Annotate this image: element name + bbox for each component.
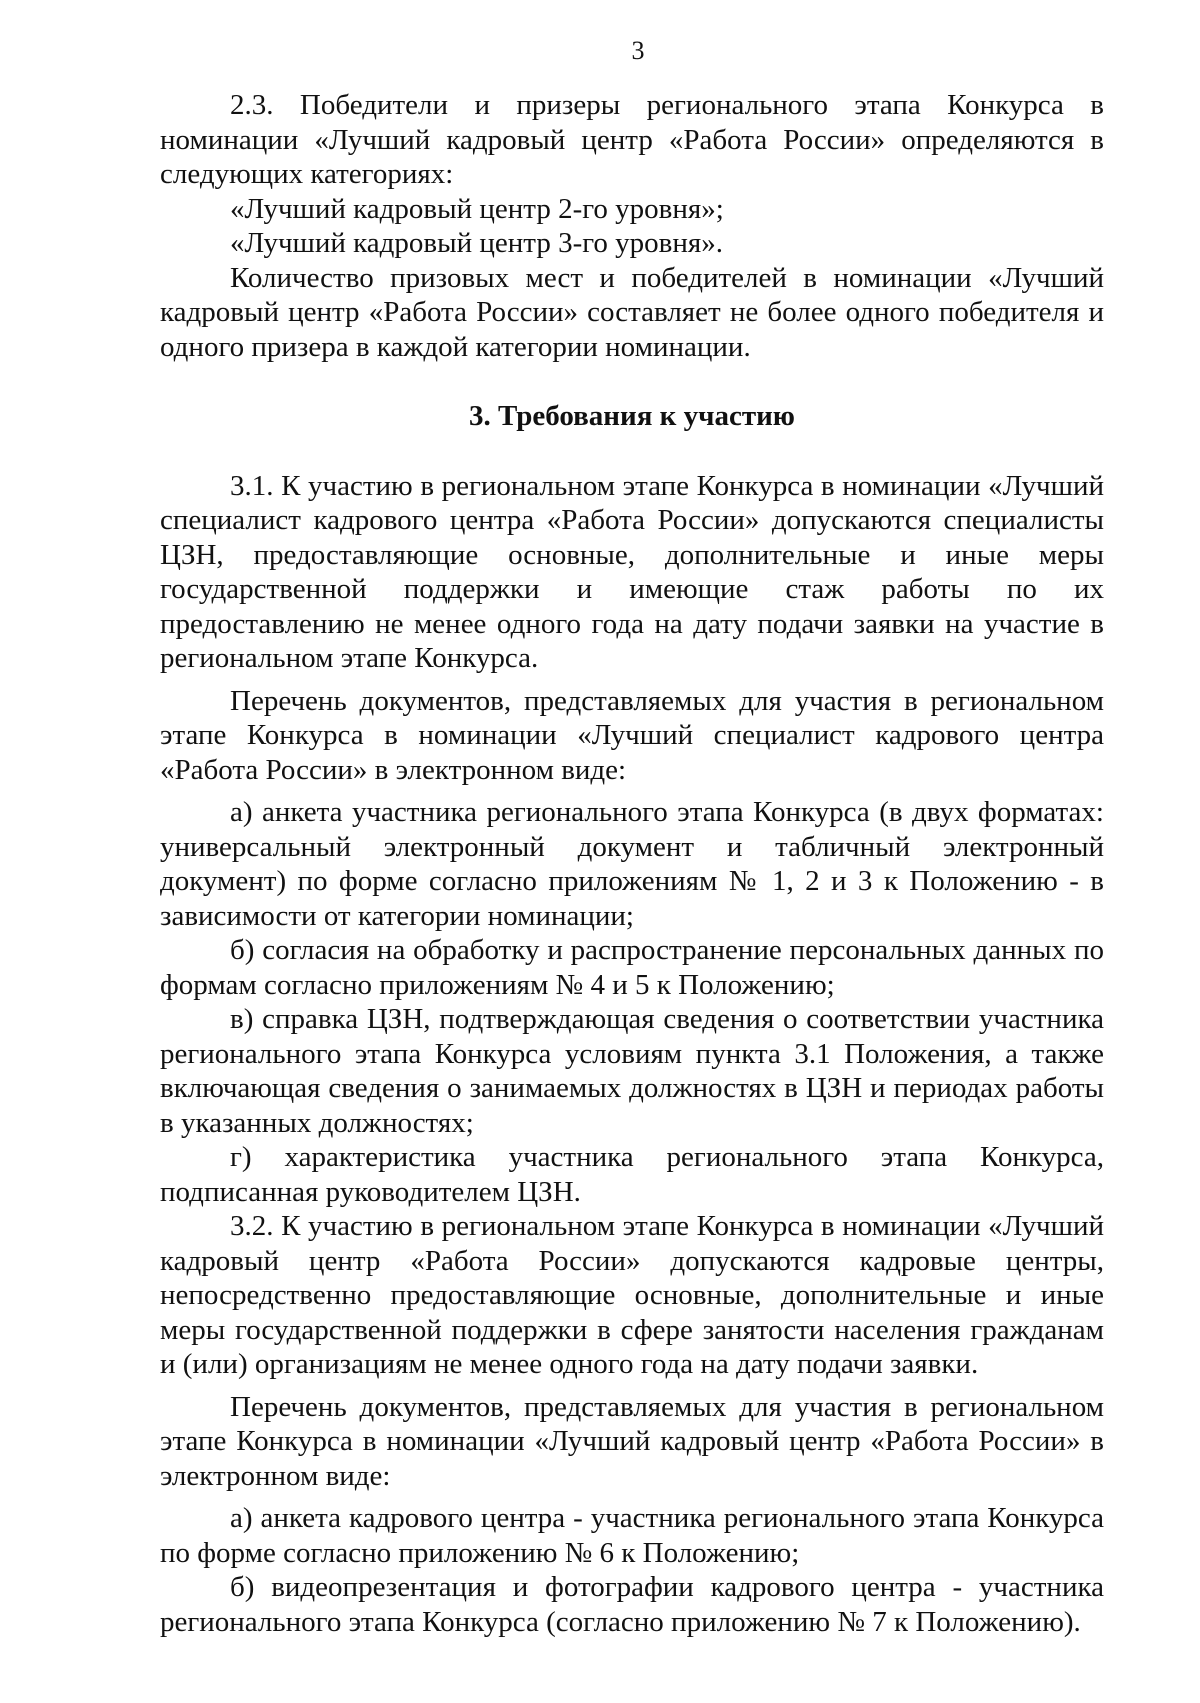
list-item-docs-2-b: б) видеопрезентация и фотографии кадрового центра - участника регионального этапа Конкурса (согласно приложению № 7 к Положению). [160, 1571, 1104, 1638]
list-item-docs-1-b: б) согласия на обработку и распространение персональных данных по формам согласно приложениям № 4 и 5 к Положению; [160, 934, 1104, 1001]
page-number: 3 [631, 36, 645, 65]
paragraph-3-2: 3.2. К участию в региональном этапе Конкурса в номинации «Лучший кадровый центр «Работа России» допускаются кадровые центры, непосредственно предоставляющие основные, дополнительные и иные меры государственной поддержки в сфере занятости населения гражданам и (или) организациям не менее одного года на дату подачи заявки. [160, 1210, 1104, 1380]
paragraph-2-3-intro: 2.3. Победители и призеры регионального этапа Конкурса в номинации «Лучший кадровый центр «Работа России» определяются в следующих категориях: [160, 89, 1104, 190]
category-item-2: «Лучший кадровый центр 3-го уровня». [230, 227, 723, 259]
list-item-docs-1-a: а) анкета участника регионального этапа Конкурса (в двух форматах: универсальный электронный документ и табличный электронный документ) по форме согласно приложениям № 1, 2 и 3 к Положению - в зависимости от категории номинации; [160, 796, 1104, 932]
paragraph-docs-intro-2: Перечень документов, представляемых для участия в региональном этапе Конкурса в номинации «Лучший кадровый центр «Работа России» в электронном виде: [160, 1390, 1104, 1492]
paragraph-prizes: Количество призовых мест и победителей в номинации «Лучший кадровый центр «Работа России» составляет не более одного победителя и одного призера в каждой категории номинации. [160, 261, 1104, 363]
list-item-docs-2-a: а) анкета кадрового центра - участника регионального этапа Конкурса по форме согласно приложению № 6 к Положению; [160, 1502, 1104, 1569]
list-item-docs-1-v: в) справка ЦЗН, подтверждающая сведения о соответствии участника регионального этапа Конкурса условиям пункта 3.1 Положения, а также включающая сведения о занимаемых должностях в ЦЗН и периодах работы в указанных должностях; [160, 1003, 1104, 1139]
category-item-1: «Лучший кадровый центр 2-го уровня»; [230, 192, 724, 225]
section-heading: 3. Требования к участию [469, 400, 795, 432]
paragraph-3-1: 3.1. К участию в региональном этапе Конкурса в номинации «Лучший специалист кадрового центра «Работа России» допускаются специалисты ЦЗН, предоставляющие основные, дополнительные и иные меры государственной поддержки и имеющие стаж работы по их предоставлению не менее одного года на дату подачи заявки на участие в региональном этапе Конкурса. [160, 469, 1104, 674]
list-item-docs-1-g: г) характеристика участника регионального этапа Конкурса, подписанная руководителем ЦЗН. [160, 1141, 1104, 1208]
paragraph-docs-intro-1: Перечень документов, представляемых для участия в региональном этапе Конкурса в номинации «Лучший специалист кадрового центра «Работа России» в электронном виде: [160, 684, 1104, 786]
